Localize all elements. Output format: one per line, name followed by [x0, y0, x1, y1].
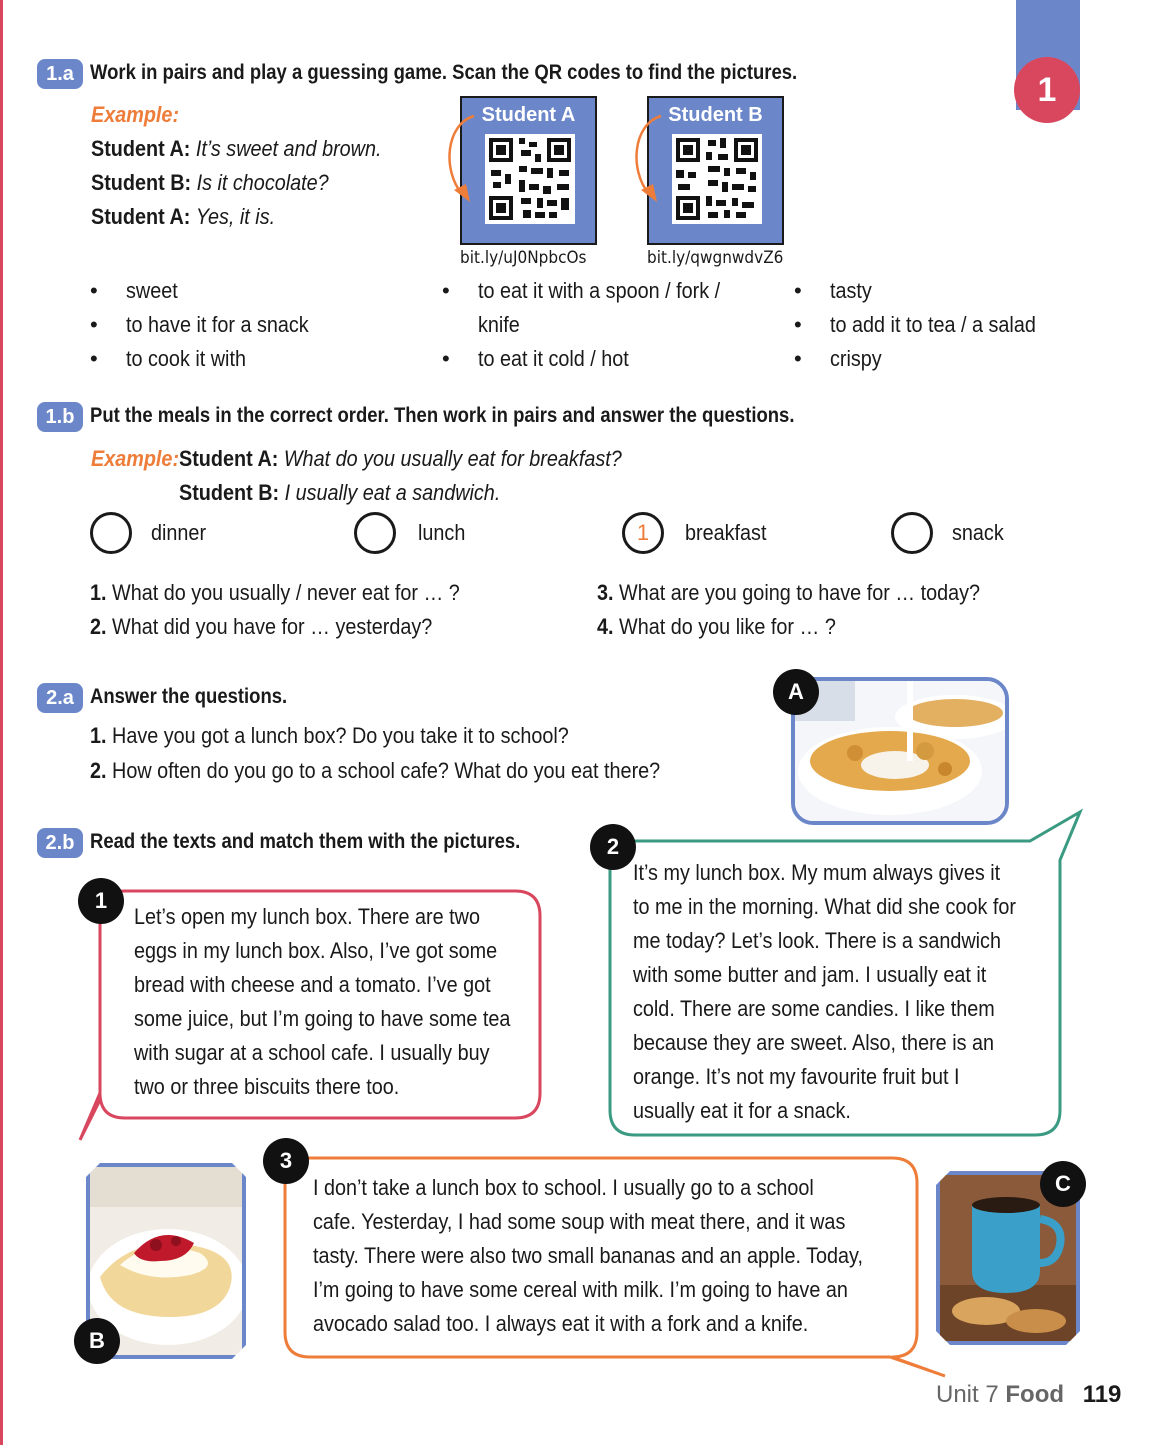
qr-title: Student A	[481, 104, 576, 126]
qr-link[interactable]: bit.ly/qwgnwdvZ6	[647, 248, 784, 268]
question-item: 1. Have you got a lunch box? Do you take it to school?	[90, 723, 569, 748]
text-number-2: 2	[590, 824, 636, 870]
exercise-badge-2a: 2.a	[37, 683, 83, 713]
exercise-1b-heading: Put the meals in the correct order. Then work in pairs and answer the questions.	[90, 404, 795, 427]
bullet: •	[90, 346, 98, 371]
text-number-3: 3	[263, 1138, 309, 1184]
prompt-item: to add it to tea / a salad	[830, 312, 1036, 337]
picture-label-b: B	[74, 1318, 120, 1364]
text-3: I don’t take a lunch box to school. I usually go to a school cafe. Yesterday, I had some soup with meat there, and it was tasty. There were also two small bananas and an apple. Today, I’m going to have some cereal with milk. I’m going to have an avocado salad too. I always eat it with a fork and a knife.	[313, 1175, 863, 1336]
footer-unit: Unit 7	[936, 1381, 999, 1408]
dialogue-line: Student A: It’s sweet and brown.	[91, 136, 382, 161]
prompt-item: to eat it cold / hot	[478, 346, 629, 371]
dialogue-line: Student B: Is it chocolate?	[91, 170, 329, 195]
bullet: •	[442, 278, 450, 303]
qr-title: Student B	[668, 104, 763, 126]
meal-label: lunch	[418, 520, 466, 545]
dialogue-line: Student B: I usually eat a sandwich.	[179, 480, 501, 505]
exercise-badge-2b: 2.b	[37, 828, 83, 858]
prompt-item: crispy	[830, 346, 882, 371]
prompt-item: to cook it with	[126, 346, 246, 371]
qr-link[interactable]: bit.ly/uJ0NpbcOs	[460, 248, 587, 268]
exercise-badge-1a: 1.a	[37, 59, 83, 89]
exercise-2a-heading: Answer the questions.	[90, 685, 288, 708]
meal-label: dinner	[151, 520, 207, 545]
bullet: •	[90, 278, 98, 303]
exercise-badge-1b: 1.b	[37, 402, 83, 432]
page-footer	[936, 1381, 1121, 1409]
text-2: It’s my lunch box. My mum always gives it to me in the morning. What did she cook for me today? Let’s look. There is a sandwich with some butter and jam. I usually eat it cold. There are some candies. I like them because they are sweet. Also, there is an orange. It’s not my favourite fruit but I usually eat it for a snack.	[633, 860, 1016, 1123]
question-item: 2. How often do you go to a school cafe? What do you eat there?	[90, 758, 661, 783]
dialogue-line: Student A: Yes, it is.	[91, 204, 276, 229]
example-label: Example:	[91, 102, 180, 127]
example-label: Example:	[91, 446, 180, 471]
question-item: 1. What do you usually / never eat for … ?	[90, 580, 460, 605]
bullet: •	[794, 312, 802, 337]
text-number-1: 1	[78, 878, 124, 924]
prompt-item: sweet	[126, 278, 178, 303]
order-circle-breakfast[interactable]: 1	[622, 512, 664, 554]
bullet: •	[90, 312, 98, 337]
text-1: Let’s open my lunch box. There are two eggs in my lunch box. Also, I’ve got some bread with cheese and a tomato. I’ve got some juice, but I’m going to have some tea with sugar at a school cafe. I usually buy two or three biscuits there too.	[134, 904, 511, 1099]
prompt-item: to have it for a snack	[126, 312, 309, 337]
bullet: •	[794, 278, 802, 303]
page-number: 119	[1082, 1381, 1122, 1408]
picture-label-c: C	[1040, 1161, 1086, 1207]
meal-label: snack	[952, 520, 1004, 545]
bullet: •	[442, 346, 450, 371]
bullet: •	[794, 346, 802, 371]
footer-topic: Food	[1005, 1381, 1065, 1408]
prompt-item: to eat it with a spoon / fork /	[478, 278, 721, 303]
exercise-2b-heading: Read the texts and match them with the pictures.	[90, 830, 521, 853]
question-item: 3. What are you going to have for … today?	[597, 580, 981, 605]
dialogue-line: Student A: What do you usually eat for breakfast?	[179, 446, 622, 471]
question-item: 4. What do you like for … ?	[597, 614, 836, 639]
picture-label-a: A	[773, 669, 819, 715]
meal-label: breakfast	[685, 520, 767, 545]
prompt-item: tasty	[830, 278, 872, 303]
question-item: 2. What did you have for … yesterday?	[90, 614, 433, 639]
prompt-item-continued: knife	[478, 312, 520, 337]
unit-number-badge: 1	[1014, 57, 1080, 123]
exercise-1a-heading: Work in pairs and play a guessing game. Scan the QR codes to find the pictures.	[90, 61, 798, 84]
